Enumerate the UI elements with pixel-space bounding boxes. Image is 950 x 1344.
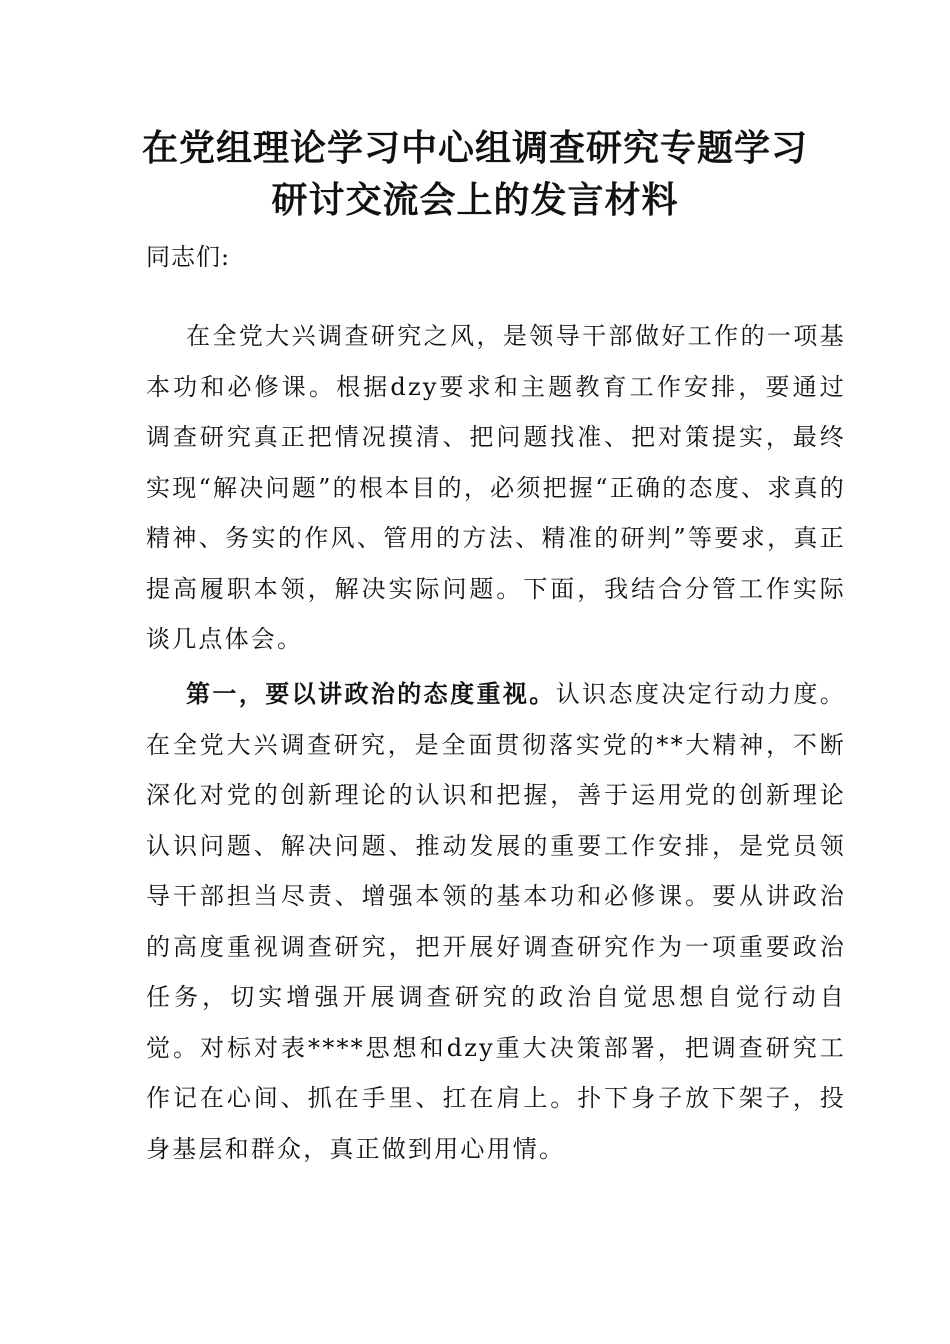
paragraph-first-point-lead: 第一，要以讲政治的态度重视。 (186, 679, 556, 708)
paragraph-first-point-body: 认识态度决定行动力度。在全党大兴调查研究，是全面贯彻落实党的**大精神，不断深化对党的创新理论的认识和把握，善于运用党的创新理论认识问题、解决问题、推动发展的重要工作安排，是党员领导干部担当尽责、增强本领的基本功和必修课。要从讲政治的高度重视调查研究，把开展好调查研究作为一项重要政治任务，切实增强开展调查研究的政治自觉思想自觉行动自觉。对标对表****思想和dzy重大决策部署，把调查研究工作记在心间、抓在手里、扛在肩上。扑下身子放下架子，投身基层和群众，真正做到用心用情。 (146, 680, 846, 1163)
paragraph-intro: 在全党大兴调查研究之风，是领导干部做好工作的一项基本功和必修课。根据dzy要求和主题教育工作安排，要通过调查研究真正把情况摸清、把问题找准、把对策提实，最终实现“解决问题”的根本目的，必须把握“正确的态度、求真的精神、务实的作风、管用的方法、精准的研判”等要求，真正提高履职本领，解决实际问题。下面，我结合分管工作实际谈几点体会。 (146, 322, 846, 653)
paragraph-first-point (146, 669, 846, 1174)
document-title-line-1: 在党组理论学习中心组调查研究专题学习 (141, 127, 808, 169)
document-title-line-2: 研讨交流会上的发言材料 (271, 179, 679, 221)
greeting: 同志们: (146, 243, 231, 271)
